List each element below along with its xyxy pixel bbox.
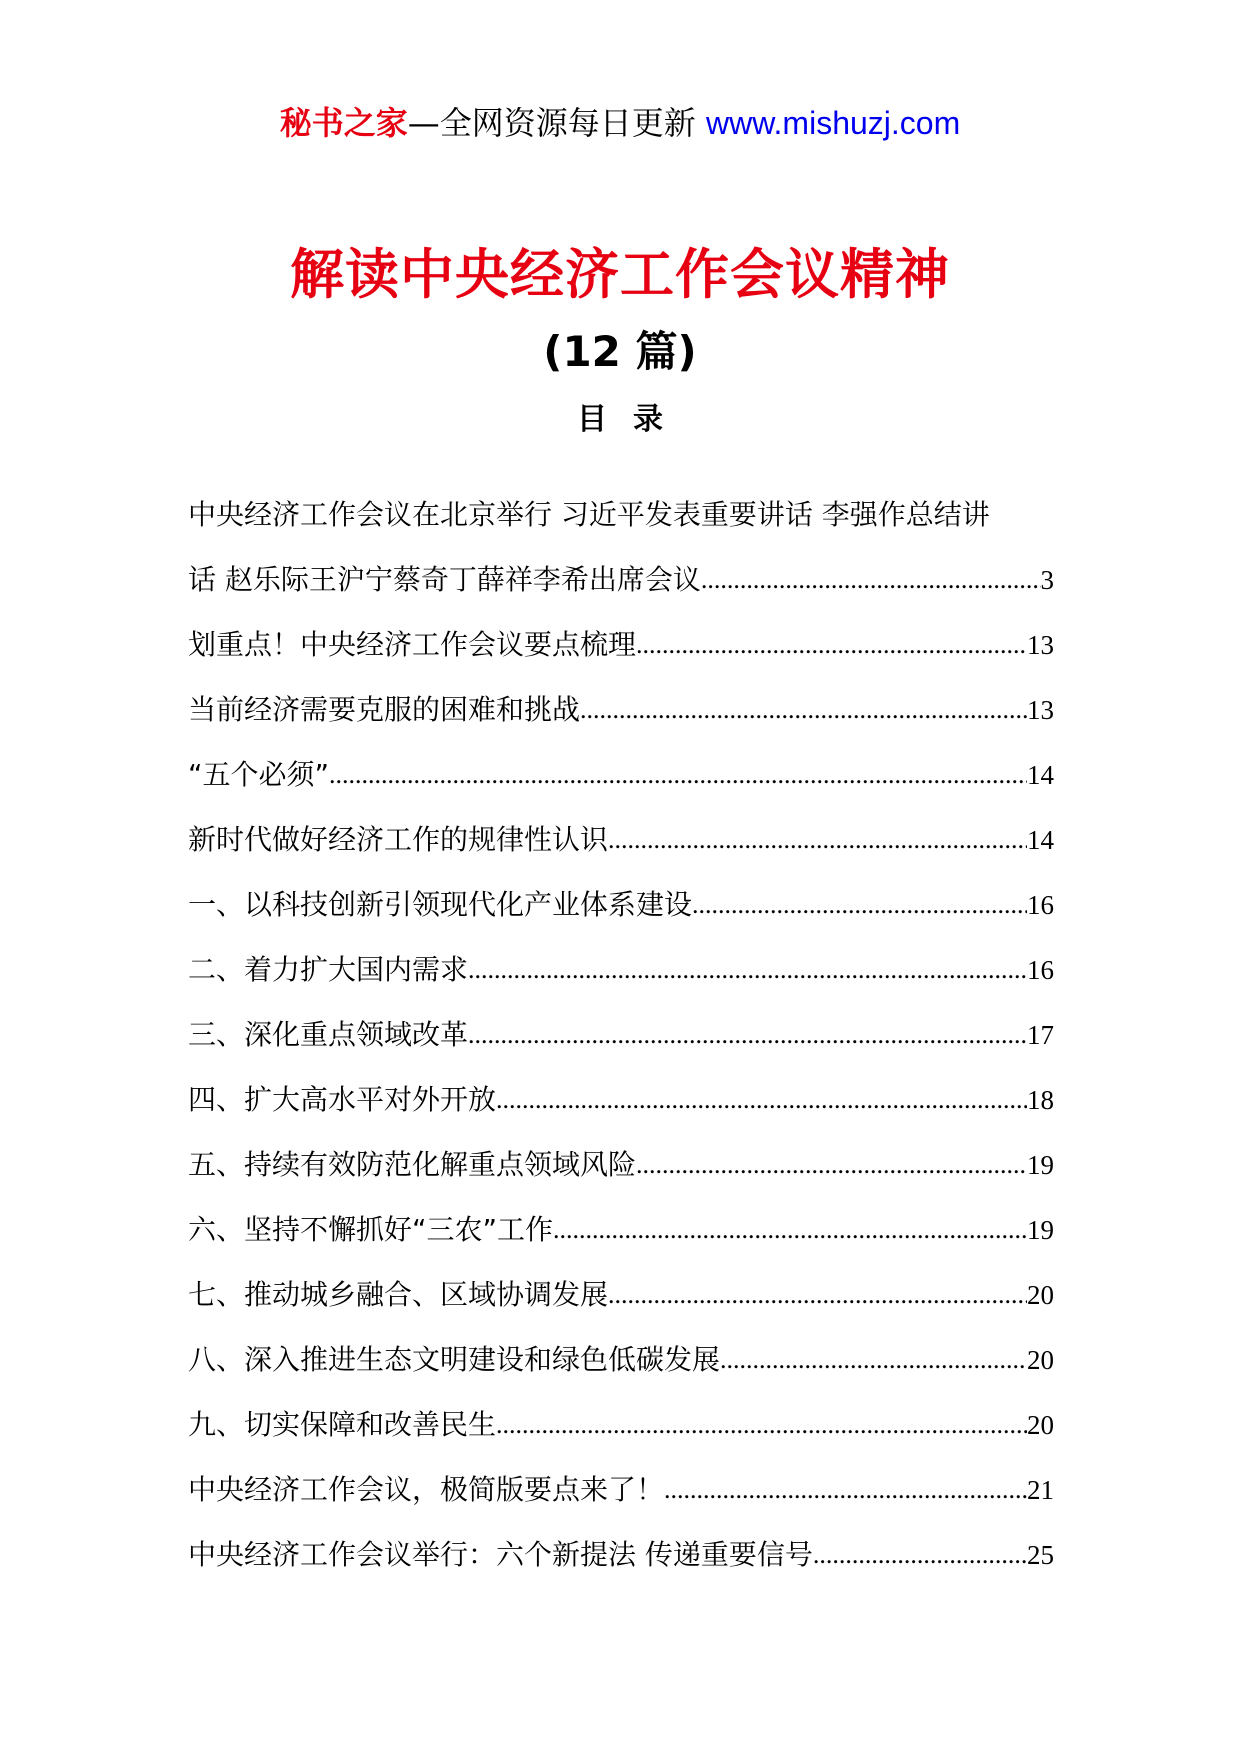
toc-entry-title: 七、推动城乡融合、区域协调发展: [188, 1278, 609, 1311]
toc-entry-title: 中央经济工作会议，极简版要点来了！: [188, 1473, 665, 1506]
toc-dot-leader: [329, 753, 1027, 797]
toc-entry[interactable]: [188, 1403, 1054, 1468]
toc-entry-title: 话 赵乐际王沪宁蔡奇丁薛祥李希出席会议: [188, 563, 701, 596]
toc-dot-leader: [692, 883, 1027, 927]
toc-entry-title: 中央经济工作会议举行：六个新提法 传递重要信号: [188, 1538, 813, 1571]
toc-page-number: 17: [1027, 1020, 1054, 1050]
toc-page-number: 19: [1027, 1215, 1054, 1245]
toc-entry[interactable]: [188, 1468, 1054, 1533]
toc-heading: 目录: [577, 402, 689, 437]
toc-entry[interactable]: [188, 623, 1054, 688]
toc-entry-title: “五个必须”: [188, 758, 330, 791]
toc-entry-title: 二、着力扩大国内需求: [188, 953, 469, 986]
document-subtitle: (12 篇): [543, 327, 697, 376]
toc-dot-leader: [636, 1143, 1027, 1187]
toc-entry-title: 新时代做好经济工作的规律性认识: [188, 823, 609, 856]
toc-entry-title: 五、持续有效防范化解重点领域风险: [188, 1148, 637, 1181]
toc-page-number: 13: [1027, 630, 1054, 660]
toc-dot-leader: [664, 1468, 1027, 1512]
toc-dot-leader: [636, 623, 1027, 667]
toc-entry[interactable]: [188, 753, 1054, 818]
toc-dot-leader: [468, 1013, 1027, 1057]
toc-page-number: 16: [1027, 890, 1054, 920]
toc-dot-leader: [608, 1273, 1027, 1317]
toc-dot-leader: [813, 1533, 1027, 1577]
toc-page-number: 13: [1027, 695, 1054, 725]
document-title: 解读中央经济工作会议精神: [290, 243, 950, 306]
toc-page-number: 20: [1027, 1280, 1054, 1310]
toc-dot-leader: [496, 1078, 1027, 1122]
toc-page-number: 25: [1027, 1540, 1054, 1570]
toc-page-number: 14: [1027, 760, 1054, 790]
toc-entry[interactable]: [188, 1208, 1054, 1273]
toc-entry[interactable]: [188, 1143, 1054, 1208]
toc-dot-leader: [701, 558, 1041, 602]
toc-entry[interactable]: [188, 948, 1054, 1013]
toc-entry[interactable]: [188, 1273, 1054, 1338]
toc-page-number: 20: [1027, 1410, 1054, 1440]
site-url-link[interactable]: www.mishuzj.com: [705, 105, 961, 141]
toc-entry[interactable]: [188, 688, 1054, 753]
site-header: [0, 100, 1240, 146]
toc-page-number: 19: [1027, 1150, 1054, 1180]
toc-entry-title: 中央经济工作会议在北京举行 习近平发表重要讲话 李强作总结讲: [188, 498, 990, 531]
toc-page-number: 21: [1027, 1475, 1054, 1505]
toc-page-number: 3: [1040, 565, 1054, 595]
toc-entry[interactable]: [188, 1533, 1054, 1598]
toc-entry[interactable]: [188, 1013, 1054, 1078]
brand-name: 秘书之家: [279, 104, 408, 142]
toc-page-number: 18: [1027, 1085, 1054, 1115]
toc-entry-title: 四、扩大高水平对外开放: [188, 1083, 497, 1116]
toc-entry-title: 八、深入推进生态文明建设和绿色低碳发展: [188, 1343, 721, 1376]
toc-entry[interactable]: [188, 1338, 1054, 1403]
toc-dot-leader: [553, 1208, 1027, 1252]
toc-page-number: 14: [1027, 825, 1054, 855]
toc-entry-title: 当前经济需要克服的困难和挑战: [188, 693, 581, 726]
toc-dot-leader: [496, 1403, 1027, 1447]
toc-dot-leader: [580, 688, 1027, 732]
toc-entry-title: 划重点！中央经济工作会议要点梳理: [188, 628, 637, 661]
toc-entry[interactable]: [188, 493, 1054, 558]
toc-entry-title: 六、坚持不懈抓好“三农”工作: [188, 1213, 554, 1246]
toc-entry[interactable]: [188, 818, 1054, 883]
toc-dot-leader: [720, 1338, 1027, 1382]
toc-entry-title: 一、以科技创新引领现代化产业体系建设: [188, 888, 693, 921]
header-tagline: —全网资源每日更新: [407, 104, 696, 142]
toc-entry-title: 九、切实保障和改善民生: [188, 1408, 497, 1441]
toc-page-number: 16: [1027, 955, 1054, 985]
toc-dot-leader: [608, 818, 1027, 862]
toc-entry[interactable]: [188, 883, 1054, 948]
table-of-contents: [188, 493, 1054, 1598]
toc-entry[interactable]: [188, 558, 1054, 623]
toc-entry-title: 三、深化重点领域改革: [188, 1018, 469, 1051]
toc-page-number: 20: [1027, 1345, 1054, 1375]
toc-dot-leader: [468, 948, 1027, 992]
toc-entry[interactable]: [188, 1078, 1054, 1143]
